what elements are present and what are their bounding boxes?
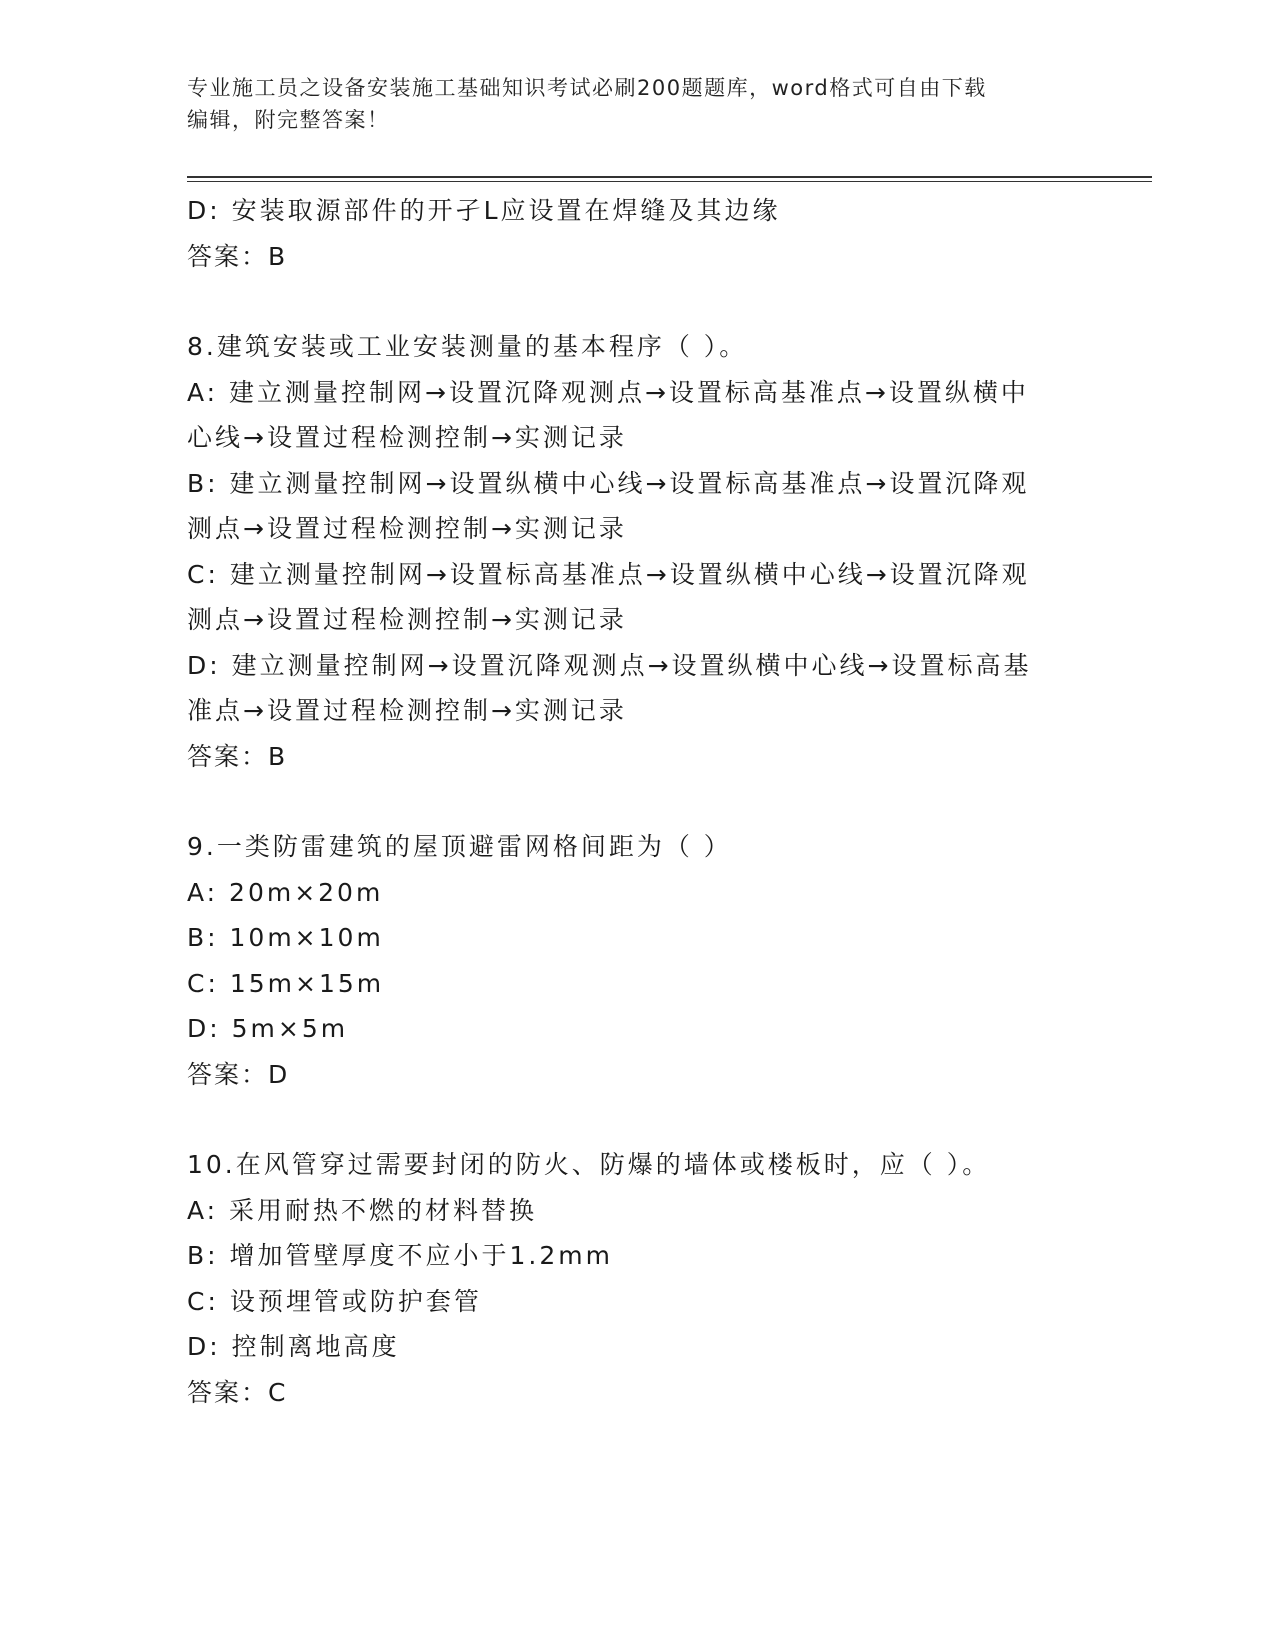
- option-b: B: 10m×10m: [187, 923, 384, 952]
- question-stem: 8.建筑安装或工业安装测量的基本程序（ ）。: [187, 332, 748, 361]
- option-c-line1: C: 建立测量控制网→设置标高基准点→设置纵横中心线→设置沉降观: [187, 559, 1030, 589]
- answer-line: 答案：B: [187, 241, 288, 271]
- option-b-line2: 测点→设置过程检测控制→实测记录: [187, 514, 627, 543]
- answer-line: 答案：C: [187, 1377, 288, 1407]
- spacer: [187, 279, 1087, 324]
- document-header: [187, 72, 1087, 136]
- option-d: D: 5m×5m: [187, 1014, 349, 1043]
- header-title-line2: 编辑，附完整答案！: [187, 108, 390, 132]
- answer-line: 答案：D: [187, 1059, 290, 1089]
- option-a: A: 20m×20m: [187, 877, 384, 907]
- option-a-line2: 心线→设置过程检测控制→实测记录: [187, 423, 627, 452]
- question-8: [187, 324, 1087, 779]
- option-d-line1: D: 建立测量控制网→设置沉降观测点→设置纵横中心线→设置标高基: [187, 650, 1032, 680]
- question-10: [187, 1142, 1087, 1415]
- header-divider-thick: [187, 176, 1152, 178]
- option-b: B: 增加管壁厚度不应小于1.2mm: [187, 1241, 613, 1270]
- spacer: [187, 779, 1087, 824]
- option-a: A: 采用耐热不燃的材料替换: [187, 1195, 538, 1225]
- header-title-line1: 专业施工员之设备安装施工基础知识考试必刷200题题库，word格式可自由下载: [187, 76, 987, 100]
- option-c: C: 15m×15m: [187, 968, 385, 998]
- option-d-line2: 准点→设置过程检测控制→实测记录: [187, 696, 627, 725]
- header-divider-thin: [187, 181, 1152, 182]
- option-c-line2: 测点→设置过程检测控制→实测记录: [187, 605, 627, 634]
- question-stem: 9.一类防雷建筑的屋顶避雷网格间距为（ ）: [187, 832, 732, 861]
- option-d: D: 控制离地高度: [187, 1332, 400, 1361]
- question-stem: 10.在风管穿过需要封闭的防火、防爆的墙体或楼板时，应（ ）。: [187, 1150, 991, 1179]
- spacer: [187, 1097, 1087, 1142]
- option-a-line1: A: 建立测量控制网→设置沉降观测点→设置标高基准点→设置纵横中: [187, 377, 1029, 407]
- option-b-line1: B: 建立测量控制网→设置纵横中心线→设置标高基准点→设置沉降观: [187, 468, 1030, 498]
- previous-question-tail: [187, 188, 1087, 279]
- option-d: D: 安装取源部件的开孑L应设置在焊缝及其边缘: [187, 196, 781, 225]
- option-c: C: 设预埋管或防护套管: [187, 1286, 482, 1316]
- question-content: [187, 188, 1087, 1415]
- question-9: [187, 824, 1087, 1097]
- answer-line: 答案：B: [187, 741, 288, 771]
